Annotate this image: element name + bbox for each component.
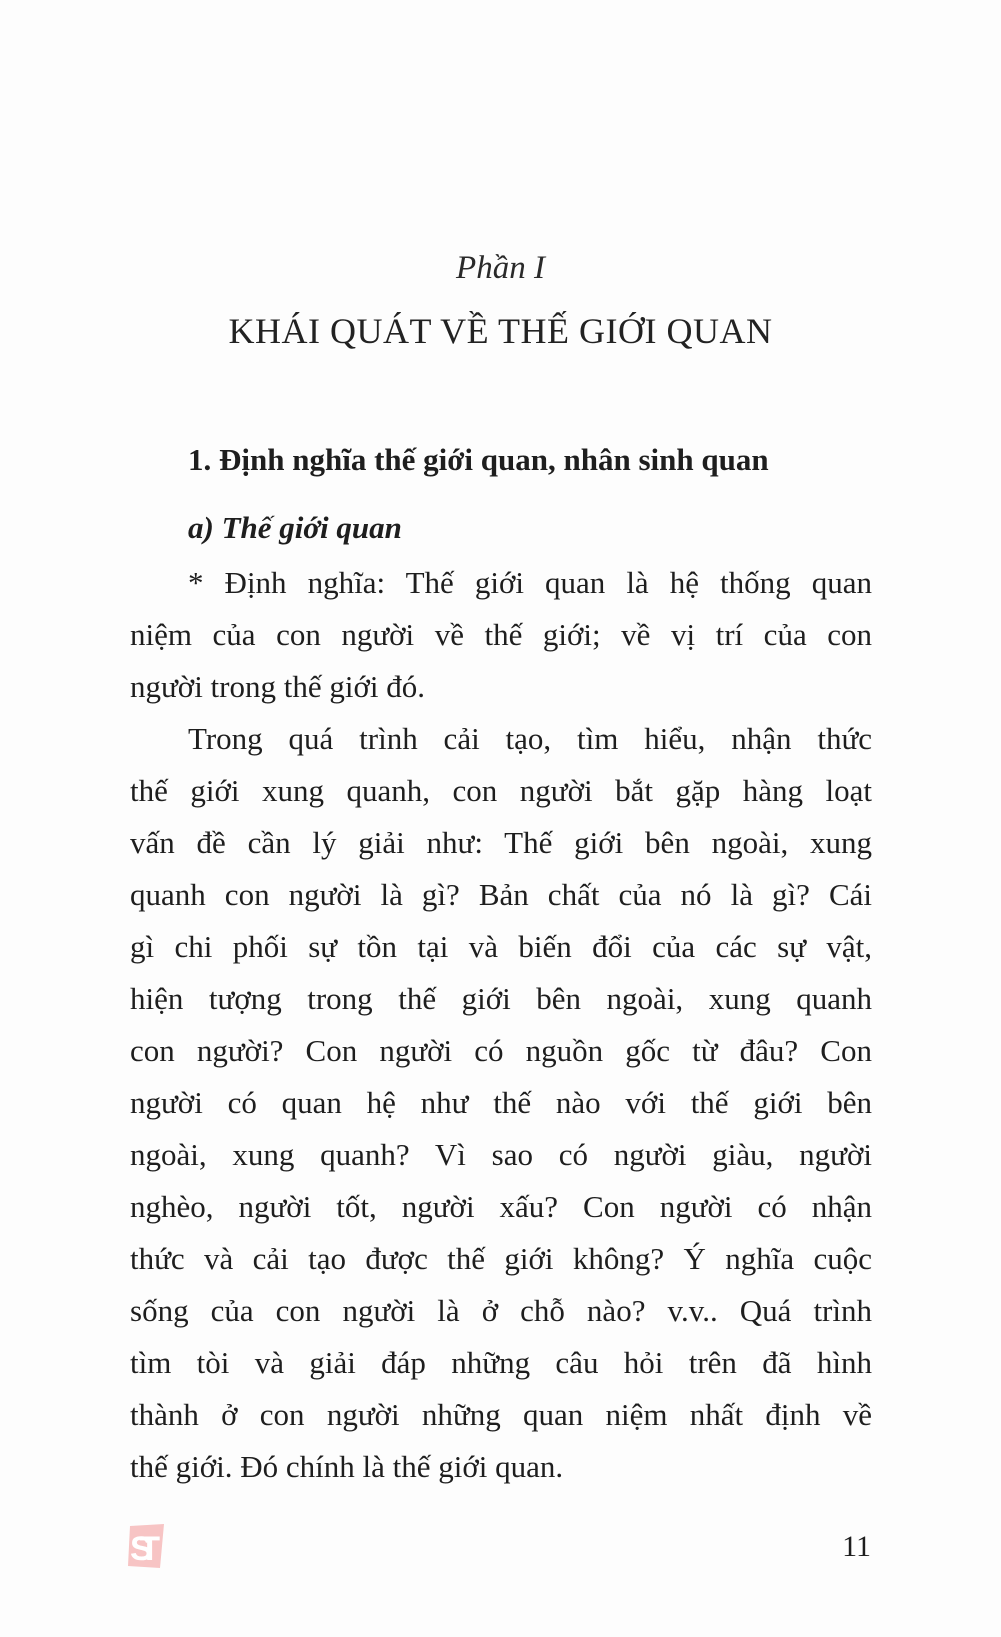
- svg-text:ST: ST: [130, 1530, 160, 1568]
- body-line: con người? Con người có nguồn gốc từ đâu? Con: [130, 1033, 872, 1068]
- body-line: hiện tượng trong thế giới bên ngoài, xung quanh: [130, 981, 872, 1016]
- body-line: * Định nghĩa: Thế giới quan là hệ thống quan: [188, 565, 872, 600]
- subsection-heading: a) Thế giới quan: [188, 510, 402, 545]
- body-line: thành ở con người những quan niệm nhất định về: [130, 1397, 872, 1432]
- body-line: quanh con người là gì? Bản chất của nó là gì? Cái: [130, 877, 872, 912]
- body-line: người có quan hệ như thế nào với thế giới bên: [130, 1085, 872, 1120]
- body-line: thế giới. Đó chính là thế giới quan.: [130, 1449, 564, 1484]
- body-line: thế giới xung quanh, con người bắt gặp hàng loạt: [130, 773, 872, 808]
- body-line: gì chi phối sự tồn tại và biến đổi của các sự vật,: [130, 929, 872, 964]
- publisher-logo: [124, 1524, 166, 1568]
- body-line: sống của con người là ở chỗ nào? v.v.. Quá trình: [130, 1293, 872, 1328]
- body-line: nghèo, người tốt, người xấu? Con người có nhận: [130, 1189, 872, 1224]
- section-heading: 1. Định nghĩa thế giới quan, nhân sinh quan: [188, 442, 769, 477]
- body-line: thức và cải tạo được thế giới không? Ý nghĩa cuộc: [130, 1241, 872, 1276]
- page-number: 11: [842, 1530, 871, 1563]
- body-text: [130, 557, 872, 1493]
- body-line: vấn đề cần lý giải như: Thế giới bên ngoài, xung: [130, 825, 872, 860]
- body-line: ngoài, xung quanh? Vì sao có người giàu, người: [130, 1137, 872, 1172]
- chapter-title: KHÁI QUÁT VỀ THẾ GIỚI QUAN: [228, 311, 773, 351]
- body-line: Trong quá trình cải tạo, tìm hiểu, nhận thức: [188, 721, 872, 756]
- body-line: người trong thế giới đó.: [130, 669, 425, 704]
- body-line: tìm tòi và giải đáp những câu hỏi trên đã hình: [130, 1345, 872, 1380]
- body-line: niệm của con người về thế giới; về vị trí của con: [130, 617, 872, 652]
- part-label: Phần I: [456, 250, 545, 286]
